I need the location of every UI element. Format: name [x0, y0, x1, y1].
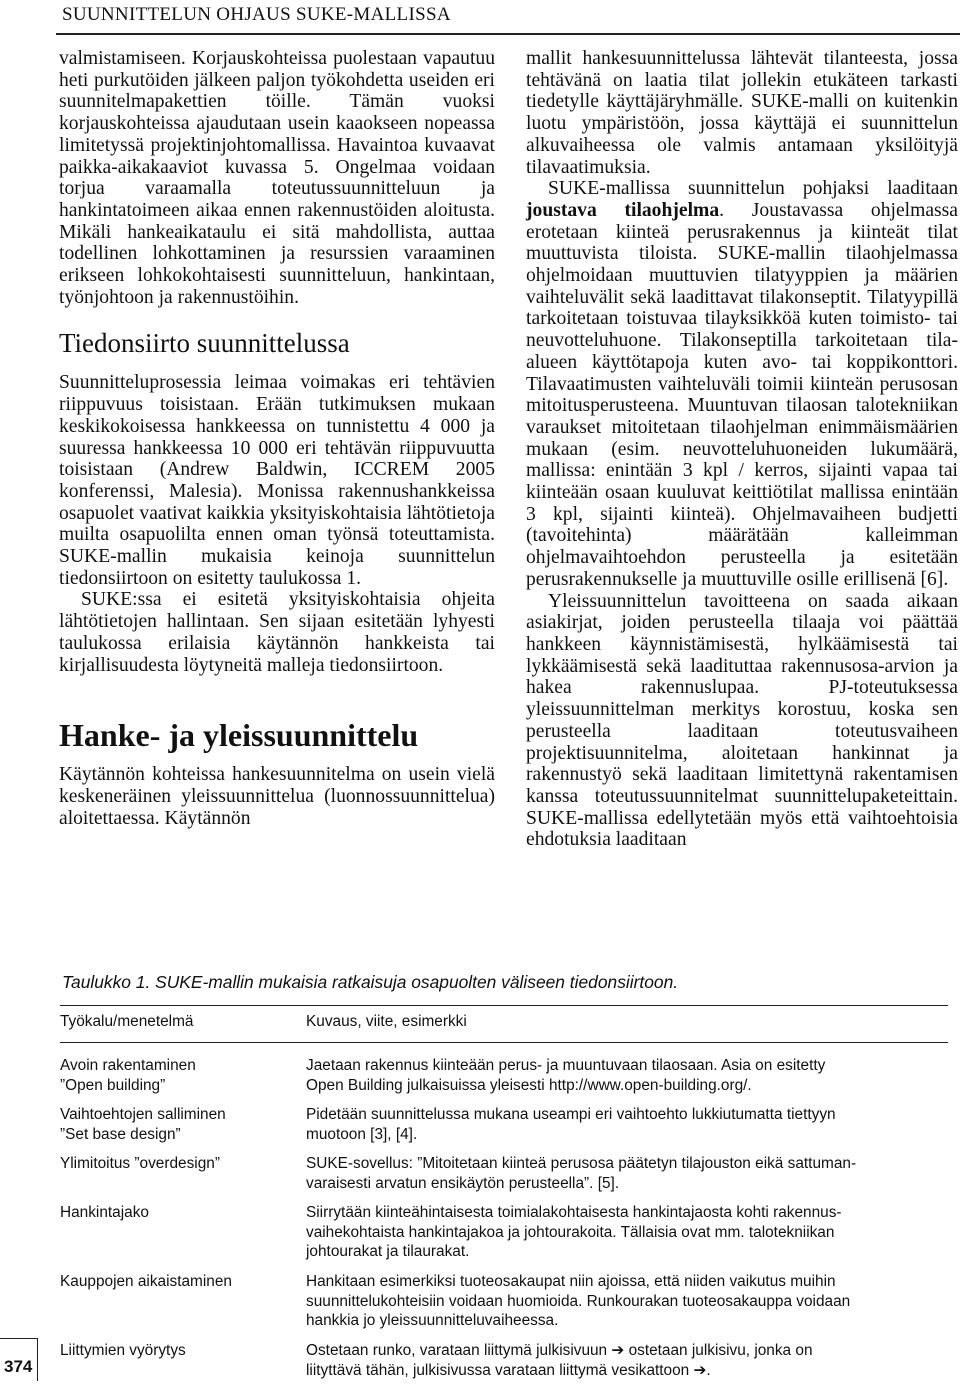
table-cell-description	[306, 1154, 948, 1203]
table-header-description: Kuvaus, viite, esimerkki	[306, 1013, 467, 1030]
right-column	[526, 48, 958, 851]
table-row	[60, 1341, 948, 1385]
tool-line: Hankintajako	[60, 1204, 149, 1221]
table-cell-tool	[60, 1154, 306, 1203]
table-spacer	[60, 1048, 948, 1056]
left-paragraph-3: SUKE:ssa ei esitetä yksityiskohtaisia ohjeita lähtötietojen hallintaan. Sen sijaan esitetään lyhyesti taulukossa erilaisia käytännön hankkeista tai kirjallisuudesta löytyneitä malleja tiedonsiirtoon.	[59, 589, 495, 676]
description-line: varaisesti arvatun ensikäytön perusteella”. [5].	[306, 1174, 620, 1192]
section-heading-tiedonsiirto: Tiedonsiirto suunnittelussa	[59, 328, 350, 359]
table-row	[60, 1056, 948, 1105]
page-number-text: 374	[4, 1357, 33, 1376]
right-paragraph-2-rest: . Joustavassa ohjelmassa erotetaan kiinteä perusrakennus ja kiinteät tilat muuttuvista tiloista. SUKE-mallin tilaohjelmassa ohjelmoidaan muuttuvien tilatyyppien ja määrien vaihteluvälit sekä laadittavat tilakonseptit. Tilatyypillä tarkoitetaan toistuvaa tilayksikköä kuten toimisto- tai neuvotteluhuone. Tilakonseptilla tarkoitetaan tila-alueen käyttötapoja kuten avo- tai koppikonttori. Tilavaatimusten vaihteluväli toimii kiinteän perusosan mitoitusperusteena. Muuntuvan tilaosan talotekniikan varaukset mitoitetaan tilaohjelman enimmäismäärien mukaan (esim. neuvotteluhuoneiden lukumäärä, mallissa: enintään 3 kpl / kerros, sijainti vapaa tai kiinteään osaan kuuluvat keittiötilat mallissa enintään 3 kpl, sijainti kiinteä). Ohjelmavaiheen budjetti (tavoitehinta) määrätään kalleimman ohjelmavaihtoehdon perusteella ja esitetään perusrakennukselle ja muuttuville osille erillisenä [6].	[526, 199, 958, 590]
header-rule	[56, 33, 960, 35]
table-row	[60, 1272, 948, 1341]
description-line: suunnittelukohteisiin voidaan huomioida. Runkourakan tuoteosakauppa voidaan	[306, 1292, 851, 1310]
table-row	[60, 1203, 948, 1272]
description-line: Pidetään suunnittelussa mukana useampi eri vaihtoehto lukkiutumatta tiettyyn	[306, 1106, 836, 1123]
table-caption: Taulukko 1. SUKE-mallin mukaisia ratkaisuja osapuolten väliseen tiedonsiirtoon.	[62, 972, 679, 992]
tool-line: Avoin rakentaminen	[60, 1057, 196, 1074]
table-cell-tool	[60, 1203, 306, 1272]
table-cell-description	[306, 1203, 948, 1272]
table-cell-tool	[60, 1105, 306, 1154]
description-line: Siirrytään kiinteähintaisesta toimialakohtaisesta hankintajaosta kohti rakennus-	[306, 1204, 842, 1221]
section-heading-hanke: Hanke- ja yleissuunnittelu	[59, 717, 419, 754]
left-paragraph-4: Käytännön kohteissa hankesuunnitelma on usein vielä keskeneräinen yleissuunnittelua (luonnossuunnittelua) aloitettaessa. Käytännön	[59, 764, 495, 829]
table-cell-tool	[60, 1272, 306, 1341]
tool-line: Kauppojen aikaistaminen	[60, 1273, 232, 1290]
table-header-tool: Työkalu/menetelmä	[60, 1013, 194, 1030]
left-column	[59, 48, 495, 829]
description-line: SUKE-sovellus: ”Mitoitetaan kiinteä perusosa päätetyn tilajouston eikä sattuman-	[306, 1155, 857, 1172]
table-cell-description	[306, 1056, 948, 1105]
left-paragraph-1: valmistamiseen. Korjauskohteissa puolestaan vapautuu heti purkutöiden jälkeen paljon työkohdetta useiden eri suunnitelmapakettien töille. Tämän vuoksi korjauskohteissa ajaudutaan usein kaaokseen nopeassa limitetyssä projektinjohtomallissa. Havaintoa kuvaavat paikka-aikakaaviot kuvassa 5. Ongelmaa voidaan torjua varaamalla toteutussuunnitteluun ja hankintatoimeen aikaa ennen rakennustöiden aloitusta. Mikäli hankeaikataulu ei sitä mahdollista, auttaa todellinen lohkottaminen ja resurssien varaaminen erikseen lohkokohtaisesti suunnitteluun, hankintaan, työnjohtoon ja rakennustöihin.	[59, 48, 495, 308]
tool-line: ”Open building”	[60, 1076, 166, 1094]
right-paragraph-2-start: SUKE-mallissa suunnittelun pohjaksi laaditaan	[548, 178, 958, 200]
table-cell-tool	[60, 1056, 306, 1105]
description-line: muotoon [3], [4].	[306, 1125, 418, 1143]
tool-line: Liittymien vyörytys	[60, 1342, 186, 1359]
description-line: liityttävä tähän, julkisivussa varataan liittymä vesikattoon ➔.	[306, 1361, 711, 1379]
description-line: Open Building julkaisuissa yleisesti http://www.open-building.org/.	[306, 1076, 752, 1094]
tool-line: Vaihtoehtojen salliminen	[60, 1106, 226, 1123]
table-cell-description	[306, 1341, 948, 1385]
table-grid	[60, 1012, 948, 1385]
description-line: johtourakat ja tilaurakat.	[306, 1243, 470, 1261]
page-number	[0, 1338, 38, 1381]
tool-line: ”Set base design”	[60, 1125, 181, 1143]
right-paragraph-2	[526, 178, 958, 590]
table-header-row	[60, 1012, 948, 1048]
table-row	[60, 1105, 948, 1154]
joustava-tilaohjelma-term: joustava tilaohjelma	[526, 199, 720, 221]
table-cell-description	[306, 1272, 948, 1341]
description-line: hankkia jo yleissuunnitteluvaiheessa.	[306, 1312, 559, 1330]
running-header: SUUNNITTELUN OHJAUS SUKE-MALLISSA	[62, 4, 451, 25]
table-top-rule	[60, 1005, 948, 1006]
tool-line: Ylimitoitus ”overdesign”	[60, 1155, 220, 1172]
description-line: vaihekohtaista hankintajakoa ja johtourakoita. Tällaisia ovat mm. talotekniikan	[306, 1223, 835, 1241]
description-line: Ostetaan runko, varataan liittymä julkisivuun ➔ ostetaan julkisivu, jonka on	[306, 1342, 813, 1359]
left-paragraph-2: Suunnitteluprosessia leimaa voimakas eri tehtävien riippuvuus toisistaan. Erään tutkimuksen mukaan keskikokoisessa hankkeessa on tunnistettu 4 000 ja suuressa hankkeessa 10 000 eri tehtävän riippuvuutta toisistaan (Andrew Baldwin, ICCREM 2005 konferenssi, Malesia). Monissa rakennushankkeissa osapuolet vaativat kaikkia yksityiskohtaisia lähtötietoja muilta osapuolilta ennen oman työnsä toteuttamista. SUKE-mallin mukaisia keinoja suunnittelun tiedonsiirtoon on esitetty taulukossa 1.	[59, 372, 495, 589]
table-1	[60, 972, 950, 1379]
right-paragraph-1: mallit hankesuunnittelussa lähtevät tilanteesta, jossa tehtävänä on laatia tilat jollekin etukäteen tarkasti tiedetylle käyttäjäryhmälle. SUKE-malli on kuitenkin luotu ympäristöön, jossa käyttäjä ei suunnittelun alkuvaiheessa ole valmis antamaan yksilöityjä tilavaatimuksia.	[526, 48, 958, 178]
table-cell-tool	[60, 1341, 306, 1385]
table-cell-description	[306, 1105, 948, 1154]
right-paragraph-3: Yleissuunnittelun tavoitteena on saada aikaan asiakirjat, joiden perusteella tilaaja voi päättää hankkeen käynnistämisestä, hylkäämisestä tai lykkäämisestä sekä laadituttaa rakennusosa-arvion ja hakea rakennuslupaa. PJ-toteutuksessa yleissuunnittelman merkitys korostuu, koska sen perusteella laaditaan toteutusvaiheen projektisuunnitelma, aloitetaan hankinnat ja rakennustyö sekä laaditaan limitettynä rakentamisen kanssa toteutussuunnitelmat suunnittelupaketeittain. SUKE-mallissa edellytetään myös että vaihtoehtoisia ehdotuksia laaditaan	[526, 590, 958, 851]
description-line: Jaetaan rakennus kiinteään perus- ja muuntuvaan tilaosaan. Asia on esitetty	[306, 1057, 826, 1074]
description-line: Hankitaan esimerkiksi tuoteosakaupat niin ajoissa, että niiden vaikutus muihin	[306, 1273, 836, 1290]
table-row	[60, 1154, 948, 1203]
